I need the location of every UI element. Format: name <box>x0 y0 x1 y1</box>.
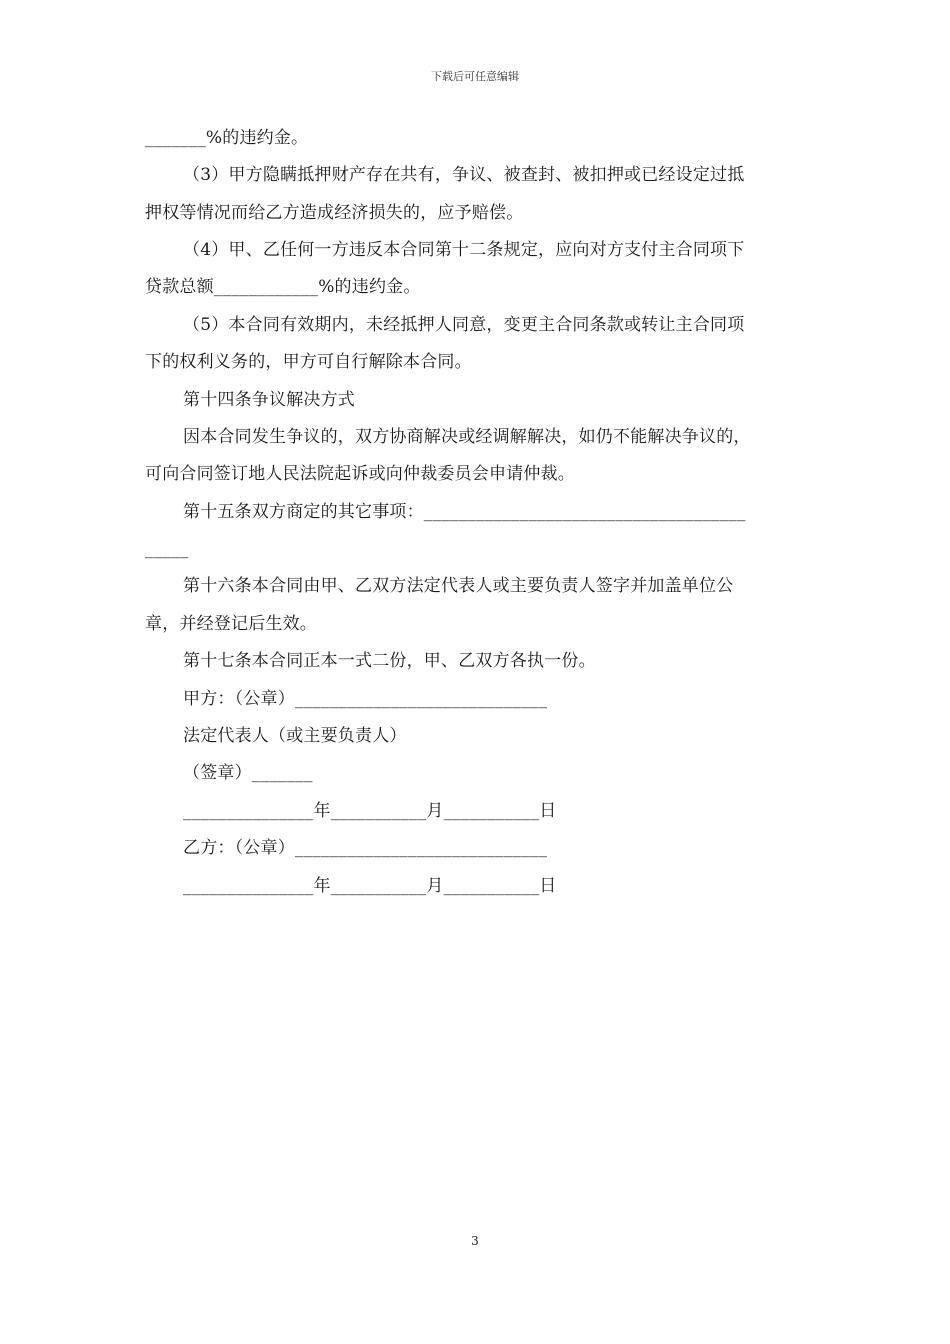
text-line: _______%的违约金。 <box>145 128 309 148</box>
text-line: （4）甲、乙任何一方违反本合同第十二条规定，应向对方支付主合同项下 <box>183 240 745 260</box>
text-line: （3）甲方隐瞒抵押财产存在共有，争议、被查封、被扣押或已经设定过抵 <box>183 165 745 185</box>
text-line: 下的权利义务的，甲方可自行解除本合同。 <box>145 352 472 372</box>
page-header: 下载后可任意编辑 <box>431 70 519 83</box>
party-a-seal-line: 甲方：（公章）_____________________________ <box>183 689 548 709</box>
text-line: 第十七条本合同正本一式二份，甲、乙双方各执一份。 <box>183 651 596 671</box>
text-line: 贷款总额____________%的违约金。 <box>145 277 421 297</box>
text-line: （5）本合同有效期内，未经抵押人同意，变更主合同条款或转让主合同项 <box>183 315 745 335</box>
text-line: 第十五条双方商定的其它事项：_____________________________________ <box>183 502 746 522</box>
date-line: _______________年___________月___________日 <box>183 876 557 896</box>
party-b-seal-line: 乙方：（公章）_____________________________ <box>183 838 548 858</box>
text-line: 押权等情况而给乙方造成经济损失的，应予赔偿。 <box>145 203 524 223</box>
text-line: 第十六条本合同由甲、乙双方法定代表人或主要负责人签字并加盖单位公 <box>183 576 734 596</box>
text-line: 因本合同发生争议的，双方协商解决或经调解解决，如仍不能解决争议的， <box>183 427 751 447</box>
section-heading: 第十四条争议解决方式 <box>183 390 355 410</box>
signature-line: （签章）_______ <box>183 763 313 783</box>
date-line: _______________年___________月___________日 <box>183 801 557 821</box>
page-number: 3 <box>471 1234 479 1248</box>
text-line: _____ <box>145 539 189 559</box>
text-line: 可向合同签订地人民法院起诉或向仲裁委员会申请仲裁。 <box>145 464 575 484</box>
legal-rep-label: 法定代表人（或主要负责人） <box>183 726 407 746</box>
text-line: 章，并经登记后生效。 <box>145 614 317 634</box>
